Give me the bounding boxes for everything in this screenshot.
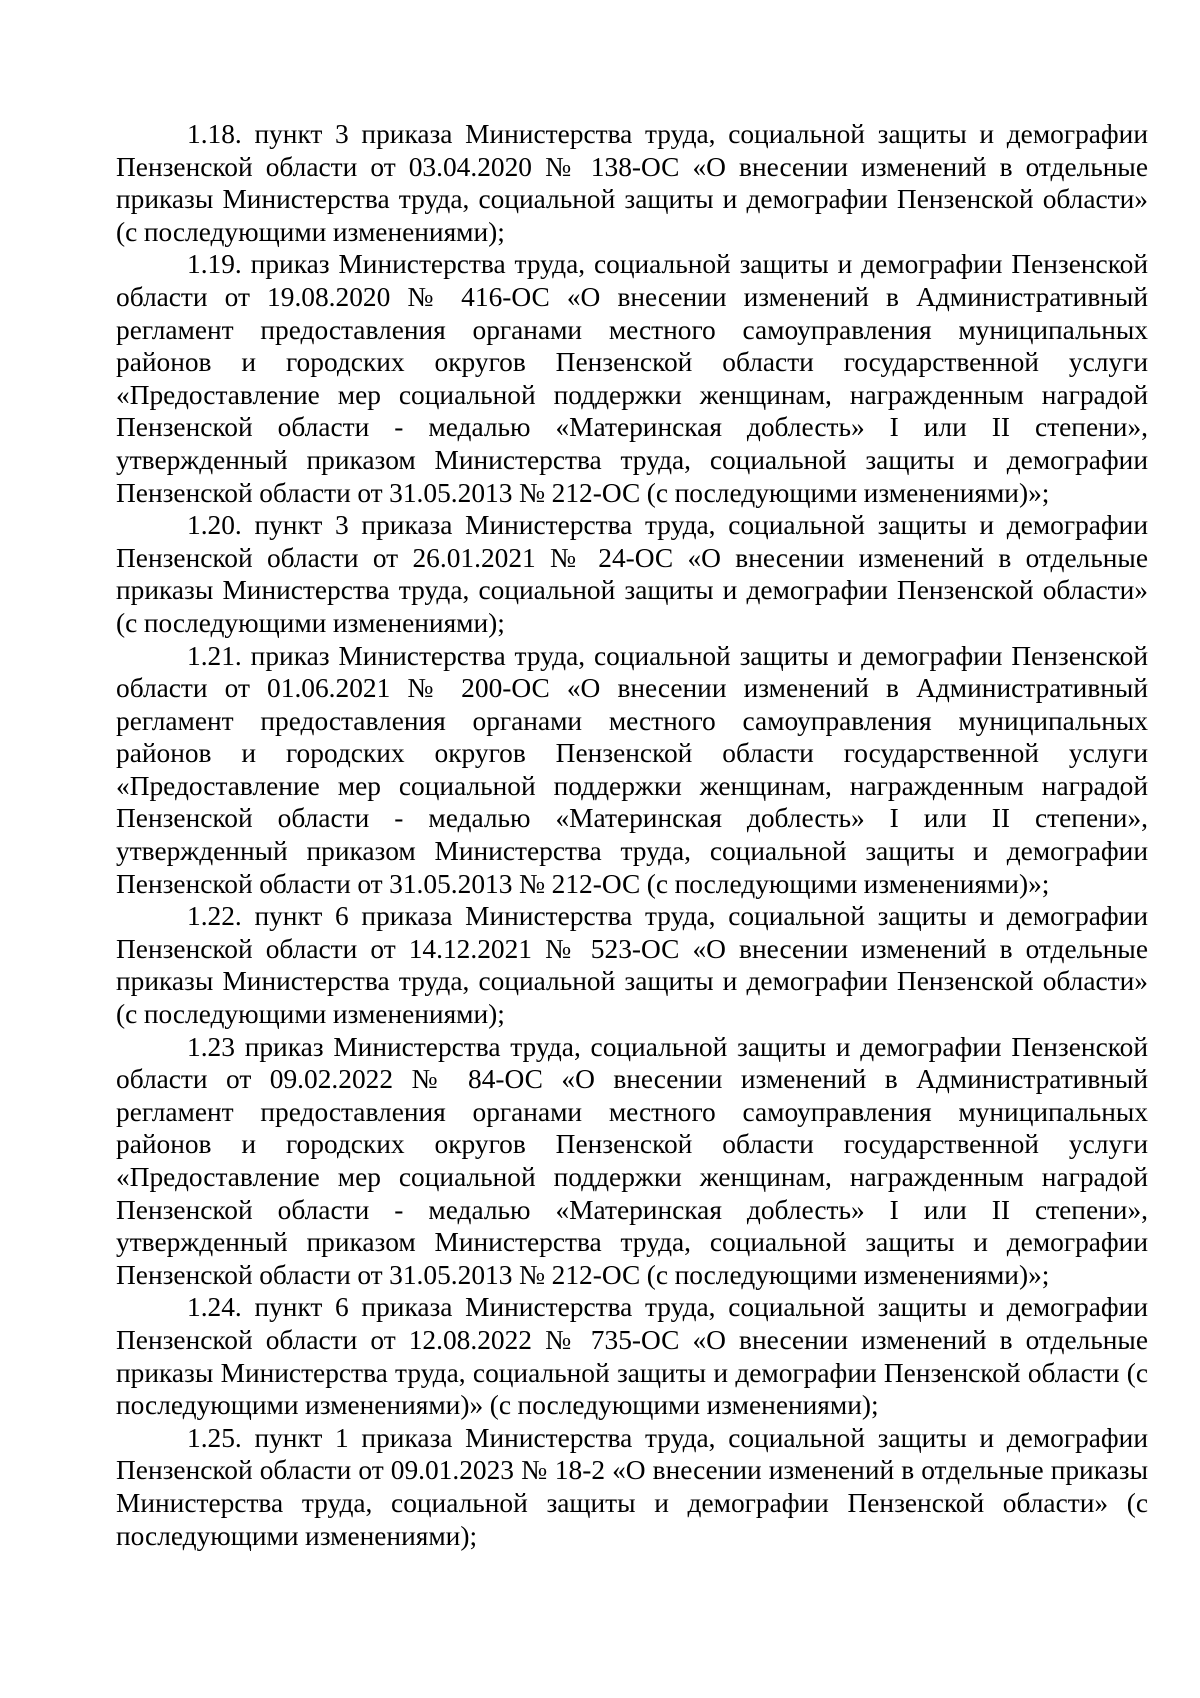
paragraph-1-23: 1.23 приказ Министерства труда, социальной защиты и демографии Пензенской области от 09.02.2022 № 84-ОС «О внесении изменений в Административный регламент предоставления органами местного самоуправления муниципальных районов и городских округов Пензенской области государственной услуги «Предоставление мер социальной поддержки женщинам, награжденным наградой Пензенской области - медалью «Материнская доблесть» I или II степени», утвержденный приказом Министерства труда, социальной защиты и демографии Пензенской области от 31.05.2013 № 212-ОС (с последующими изменениями)»; <box>116 1031 1148 1290</box>
paragraph-1-24: 1.24. пункт 6 приказа Министерства труда, социальной защиты и демографии Пензенской области от 12.08.2022 № 735-ОС «О внесении изменений в отдельные приказы Министерства труда, социальной защиты и демографии Пензенской области (с последующими изменениями)» (с последующими изменениями); <box>116 1292 1148 1421</box>
paragraph-1-21: 1.21. приказ Министерства труда, социальной защиты и демографии Пензенской области от 01.06.2021 № 200-ОС «О внесении изменений в Административный регламент предоставления органами местного самоуправления муниципальных районов и городских округов Пензенской области государственной услуги «Предоставление мер социальной поддержки женщинам, награжденным наградой Пензенской области - медалью «Материнская доблесть» I или II степени», утвержденный приказом Министерства труда, социальной защиты и демографии Пензенской области от 31.05.2013 № 212-ОС (с последующими изменениями)»; <box>116 640 1148 899</box>
paragraph-1-25: 1.25. пункт 1 приказа Министерства труда, социальной защиты и демографии Пензенской области от 09.01.2023 № 18-2 «О внесении изменений в отдельные приказы Министерства труда, социальной защиты и демографии Пензенской области» (с последующими изменениями); <box>116 1422 1148 1551</box>
document-body <box>116 118 1148 1552</box>
paragraph-1-19: 1.19. приказ Министерства труда, социальной защиты и демографии Пензенской области от 19.08.2020 № 416-ОС «О внесении изменений в Административный регламент предоставления органами местного самоуправления муниципальных районов и городских округов Пензенской области государственной услуги «Предоставление мер социальной поддержки женщинам, награжденным наградой Пензенской области - медалью «Материнская доблесть» I или II степени», утвержденный приказом Министерства труда, социальной защиты и демографии Пензенской области от 31.05.2013 № 212-ОС (с последующими изменениями)»; <box>116 249 1148 508</box>
paragraph-1-18: 1.18. пункт 3 приказа Министерства труда, социальной защиты и демографии Пензенской области от 03.04.2020 № 138-ОС «О внесении изменений в отдельные приказы Министерства труда, социальной защиты и демографии Пензенской области» (с последующими изменениями); <box>116 119 1148 247</box>
paragraph-1-22: 1.22. пункт 6 приказа Министерства труда, социальной защиты и демографии Пензенской области от 14.12.2021 № 523-ОС «О внесении изменений в отдельные приказы Министерства труда, социальной защиты и демографии Пензенской области» (с последующими изменениями); <box>116 901 1148 1030</box>
paragraph-1-20: 1.20. пункт 3 приказа Министерства труда, социальной защиты и демографии Пензенской области от 26.01.2021 № 24-ОС «О внесении изменений в отдельные приказы Министерства труда, социальной защиты и демографии Пензенской области» (с последующими изменениями); <box>116 510 1148 638</box>
